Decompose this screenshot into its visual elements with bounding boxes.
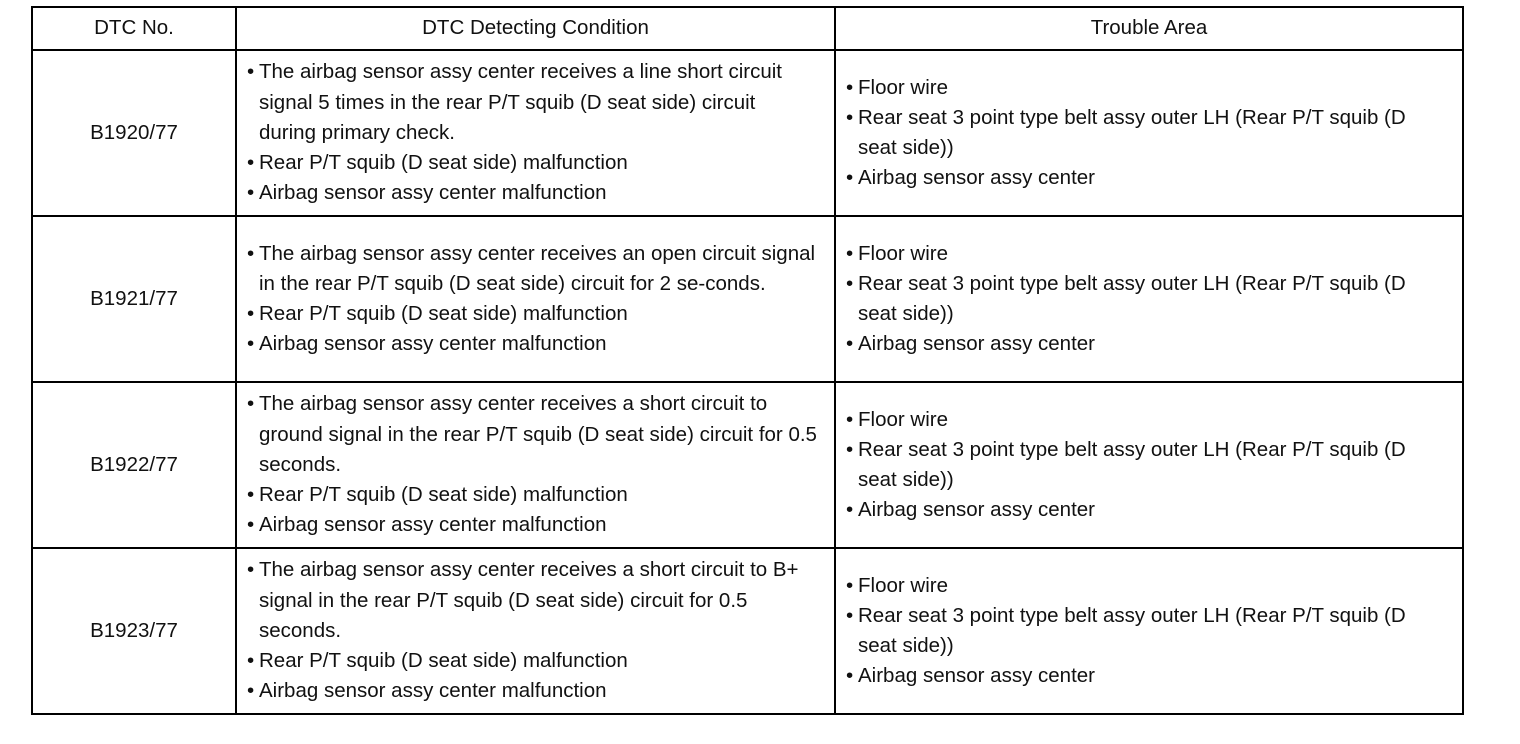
dtc-code: B1922/77: [32, 382, 236, 548]
trouble-area-item: [843, 103, 1448, 163]
detecting-condition-cell: [236, 548, 835, 714]
trouble-area-list: [843, 73, 1448, 194]
condition-item: [244, 555, 818, 646]
trouble-area-cell: [835, 216, 1463, 382]
bullet-icon: •: [846, 664, 854, 688]
trouble-area-item: [843, 163, 1448, 193]
bullet-icon: •: [247, 181, 255, 205]
condition-item-text: Airbag sensor assy center malfunction: [259, 332, 607, 356]
table-row: [32, 382, 1463, 548]
trouble-area-item: [843, 239, 1448, 269]
trouble-area-list: [843, 571, 1448, 692]
trouble-area-cell: [835, 382, 1463, 548]
trouble-area-item: [843, 329, 1448, 359]
detecting-condition-cell: [236, 382, 835, 548]
bullet-icon: •: [247, 151, 255, 175]
trouble-area-item: [843, 269, 1448, 329]
trouble-area-item: [843, 661, 1448, 691]
trouble-area-item-text: Airbag sensor assy center: [858, 498, 1096, 522]
bullet-icon: •: [846, 75, 854, 99]
table-row: [32, 548, 1463, 714]
condition-item-text: Rear P/T squib (D seat side) malfunction: [259, 151, 628, 175]
table-row: [32, 216, 1463, 382]
table-body: [32, 50, 1463, 714]
trouble-area-cell: [835, 50, 1463, 216]
detecting-condition-cell: [236, 50, 835, 216]
condition-item-text: Rear P/T squib (D seat side) malfunction: [259, 649, 628, 673]
condition-item: [244, 646, 818, 676]
condition-item-text: Airbag sensor assy center malfunction: [259, 181, 607, 205]
trouble-area-cell: [835, 548, 1463, 714]
condition-item: [244, 676, 818, 706]
trouble-area-item-text: Floor wire: [858, 573, 948, 597]
condition-item-text: The airbag sensor assy center receives an open circuit signal in the rear P/T squib (D seat side) circuit for 2 se-conds.: [259, 241, 816, 295]
bullet-icon: •: [846, 407, 854, 431]
bullet-icon: •: [247, 679, 255, 703]
condition-item: [244, 480, 818, 510]
trouble-area-list: [843, 405, 1448, 526]
trouble-area-item: [843, 405, 1448, 435]
condition-list: [244, 389, 818, 540]
bullet-icon: •: [247, 302, 255, 325]
dtc-code: B1923/77: [32, 548, 236, 714]
dtc-code: B1920/77: [32, 50, 236, 216]
trouble-area-item-text: Airbag sensor assy center: [858, 664, 1096, 688]
condition-item-text: The airbag sensor assy center receives a short circuit to ground signal in the rear P/T squib (D seat side) circuit for 0.5 seconds.: [259, 392, 817, 476]
condition-item-text: Airbag sensor assy center malfunction: [259, 679, 607, 703]
trouble-area-item-text: Floor wire: [858, 407, 948, 431]
bullet-icon: •: [247, 332, 255, 356]
condition-item-text: Airbag sensor assy center malfunction: [259, 513, 607, 537]
condition-list: [244, 57, 818, 208]
condition-list: [244, 555, 818, 706]
condition-item-text: The airbag sensor assy center receives a short circuit to B+ signal in the rear P/T squib (D seat side) circuit for 0.5 seconds.: [259, 558, 799, 642]
bullet-icon: •: [846, 498, 854, 522]
condition-item-text: Rear P/T squib (D seat side) malfunction: [259, 483, 628, 507]
bullet-icon: •: [247, 241, 255, 265]
bullet-icon: •: [846, 166, 854, 190]
bullet-icon: •: [846, 332, 854, 356]
trouble-area-item-text: Rear seat 3 point type belt assy outer LH (Rear P/T squib (D seat side)): [858, 603, 1406, 657]
bullet-icon: •: [846, 105, 854, 129]
condition-list: [244, 239, 818, 360]
trouble-area-item-text: Airbag sensor assy center: [858, 332, 1096, 356]
trouble-area-item-text: Floor wire: [858, 241, 948, 265]
header-detecting-condition: DTC Detecting Condition: [236, 7, 835, 50]
trouble-area-item-text: Rear seat 3 point type belt assy outer LH (Rear P/T squib (D seat side)): [858, 437, 1406, 491]
bullet-icon: •: [247, 392, 255, 416]
bullet-icon: •: [247, 649, 255, 673]
table-header: [32, 7, 1463, 50]
trouble-area-item: [843, 495, 1448, 525]
trouble-area-item: [843, 601, 1448, 661]
condition-item: [244, 510, 818, 540]
condition-item: [244, 57, 818, 148]
bullet-icon: •: [846, 271, 854, 295]
condition-item: [244, 329, 818, 359]
trouble-area-item-text: Airbag sensor assy center: [858, 166, 1096, 190]
bullet-icon: •: [846, 241, 854, 265]
trouble-area-item: [843, 571, 1448, 601]
condition-item: [244, 148, 818, 178]
dtc-code: B1921/77: [32, 216, 236, 382]
condition-item: [244, 299, 818, 329]
bullet-icon: •: [247, 483, 255, 507]
trouble-area-item-text: Floor wire: [858, 75, 948, 99]
header-trouble-area: Trouble Area: [835, 7, 1463, 50]
header-row: [32, 7, 1463, 50]
condition-item-text: Rear P/T squib (D seat side) malfunction: [259, 302, 628, 325]
trouble-area-item-text: Rear seat 3 point type belt assy outer LH (Rear P/T squib (D seat side)): [858, 105, 1406, 159]
trouble-area-list: [843, 239, 1448, 360]
condition-item: [244, 389, 818, 480]
bullet-icon: •: [247, 60, 255, 84]
bullet-icon: •: [247, 513, 255, 537]
trouble-area-item: [843, 435, 1448, 495]
trouble-area-item-text: Rear seat 3 point type belt assy outer LH (Rear P/T squib (D seat side)): [858, 271, 1406, 325]
bullet-icon: •: [846, 573, 854, 597]
detecting-condition-cell: [236, 216, 835, 382]
bullet-icon: •: [247, 558, 255, 582]
bullet-icon: •: [846, 603, 854, 627]
trouble-area-item: [843, 73, 1448, 103]
header-dtc-no: DTC No.: [32, 7, 236, 50]
condition-item-text: The airbag sensor assy center receives a line short circuit signal 5 times in the rear P/T squib (D seat side) circuit during primary check.: [259, 60, 782, 144]
table-row: [32, 50, 1463, 216]
dtc-table: [31, 6, 1464, 715]
condition-item: [244, 178, 818, 208]
bullet-icon: •: [846, 437, 854, 461]
condition-item: [244, 239, 818, 299]
